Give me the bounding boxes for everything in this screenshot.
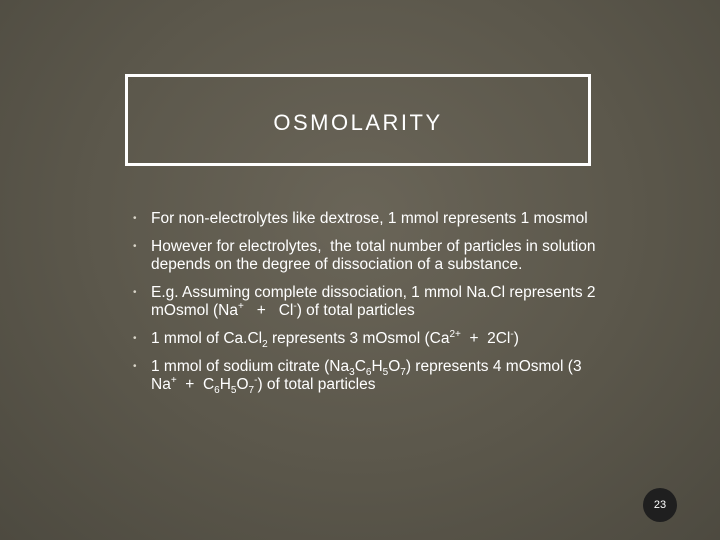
bullet-text: For non-electrolytes like dextrose, 1 mmol represents 1 mosmol: [151, 210, 588, 227]
bullet-list: [133, 210, 603, 404]
subscript: 6: [214, 385, 220, 397]
bullet-text: E.g. Assuming complete dissociation, 1 mmol Na.Cl represents 2 mOsmol (Na: [151, 284, 600, 319]
bullet-item: [133, 284, 603, 320]
superscript: +: [170, 374, 177, 386]
superscript: +: [237, 300, 244, 312]
bullet-text: ) of total particles: [296, 302, 415, 319]
page-number: 23: [653, 499, 667, 511]
bullet-text: + Cl: [243, 302, 294, 319]
subscript: 7: [248, 385, 255, 397]
superscript: 2+: [449, 328, 461, 340]
subscript: 2: [262, 339, 268, 351]
bullet-item: [133, 358, 603, 397]
bullet-dot-icon: •: [133, 333, 137, 344]
bullet-text: H: [219, 376, 231, 393]
bullet-text: O: [388, 358, 401, 375]
subscript: 5: [382, 367, 389, 379]
bullet-item: [133, 210, 603, 228]
bullet-dot-icon: •: [133, 241, 137, 252]
subscript: 5: [230, 385, 237, 397]
bullet-dot-icon: •: [133, 361, 137, 372]
subscript: 7: [400, 367, 406, 379]
subscript: 3: [349, 367, 355, 379]
bullet-dot-icon: •: [133, 213, 137, 224]
bullet-text: ): [513, 330, 519, 347]
bullet-dot-icon: •: [133, 287, 137, 298]
superscript: -: [293, 300, 297, 312]
bullet-text: ) of total particles: [257, 376, 376, 393]
bullet-text: + 2Cl: [460, 330, 511, 347]
bullet-text: represents 3 mOsmol (Ca: [267, 330, 450, 347]
bullet-text: 1 mmol of Ca.Cl: [151, 330, 263, 347]
bullet-text: 1 mmol of sodium citrate (Na: [151, 358, 350, 375]
bullet-text: However for electrolytes, the total number of particles in solution depends on the degree of dissociation of a substance.: [151, 238, 600, 273]
title-frame: [125, 74, 591, 166]
superscript: -: [510, 328, 514, 340]
superscript: -: [254, 374, 258, 386]
bullet-text: + C: [176, 376, 215, 393]
bullet-item: [133, 328, 603, 351]
bullet-text: ) represents 4 mOsmol (3 Na: [151, 358, 586, 393]
bullet-text: O: [236, 376, 249, 393]
subscript: 6: [365, 367, 372, 379]
page-number-badge: [643, 488, 677, 522]
bullet-text: H: [371, 358, 383, 375]
bullet-text: C: [354, 358, 366, 375]
bullet-item: [133, 238, 603, 274]
slide-title: OSMOLARITY: [273, 110, 443, 135]
